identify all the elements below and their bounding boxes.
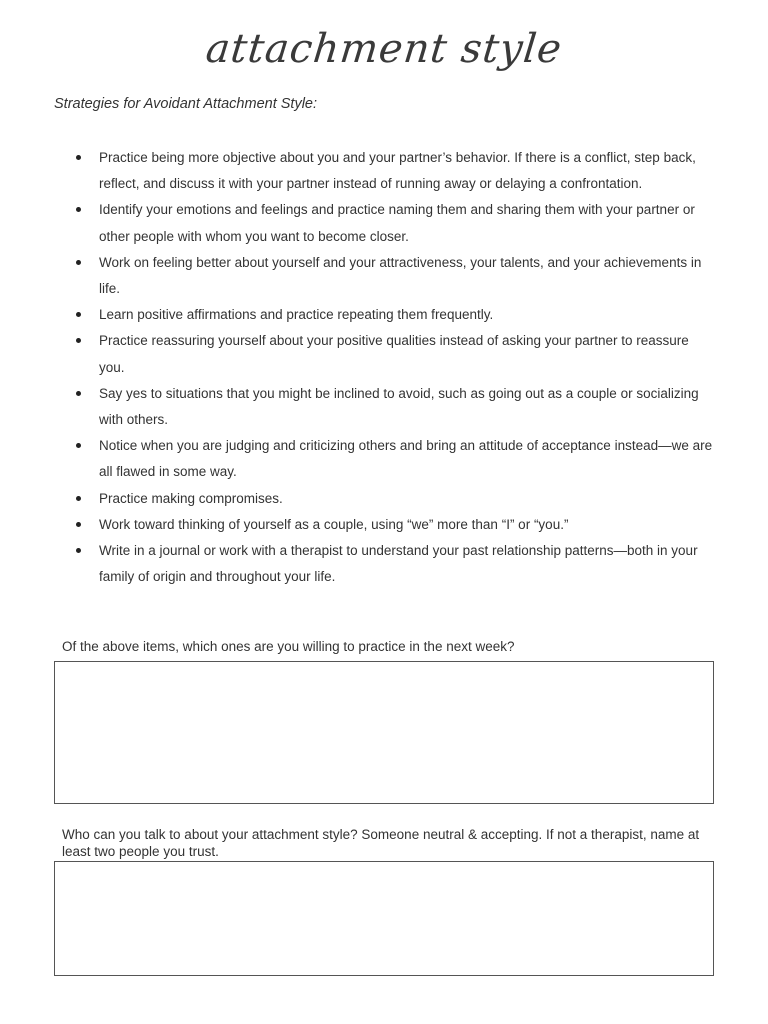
bullet-icon xyxy=(76,443,81,448)
strategy-text: Identify your emotions and feelings and practice naming them and sharing them with your partner or other people with whom you want to become closer. xyxy=(99,202,695,244)
bullet-icon xyxy=(76,391,81,396)
strategy-text: Learn positive affirmations and practice repeating them frequently. xyxy=(99,307,494,323)
strategy-item xyxy=(76,486,716,512)
strategy-item xyxy=(76,512,716,538)
bullet-icon xyxy=(76,312,81,317)
answer-box-people[interactable] xyxy=(54,861,714,976)
strategy-text: Work toward thinking of yourself as a couple, using “we” more than “I” or “you.” xyxy=(99,516,569,532)
page-title: attachment style xyxy=(203,26,565,72)
strategy-item xyxy=(76,302,716,328)
bullet-icon xyxy=(76,155,81,160)
strategy-item xyxy=(76,538,716,590)
answer-box-practice[interactable] xyxy=(54,661,714,804)
bullet-icon xyxy=(76,496,81,501)
section-subtitle: Strategies for Avoidant Attachment Style: xyxy=(54,96,318,112)
strategy-text: Practice reassuring yourself about your positive qualities instead of asking your partner to reassure you. xyxy=(99,333,689,375)
question-practice-next-week: Of the above items, which ones are you willing to practice in the next week? xyxy=(62,639,515,654)
bullet-icon xyxy=(76,260,81,265)
strategy-text: Practice being more objective about you and your partner’s behavior. If there is a conflict, step back, reflect, and discuss it with your partner instead of running away or delaying a confrontation. xyxy=(99,150,696,192)
strategy-item xyxy=(76,145,716,197)
bullet-icon xyxy=(76,338,81,343)
strategy-item xyxy=(76,328,716,380)
strategy-list xyxy=(76,145,716,590)
strategy-item xyxy=(76,197,716,249)
strategy-text: Practice making compromises. xyxy=(99,490,283,506)
strategy-text: Work on feeling better about yourself and your attractiveness, your talents, and your achievements in life. xyxy=(99,254,702,297)
bullet-icon xyxy=(76,207,81,212)
bullet-icon xyxy=(76,548,81,553)
bullet-icon xyxy=(76,522,81,527)
strategy-text: Write in a journal or work with a therapist to understand your past relationship patterns—both in your family of origin and throughout your life. xyxy=(99,543,698,585)
strategy-text: Say yes to situations that you might be inclined to avoid, such as going out as a couple or socializing with others. xyxy=(99,385,699,428)
strategy-text: Notice when you are judging and criticizing others and bring an attitude of acceptance instead—we are all flawed in some way. xyxy=(99,438,713,480)
strategy-item xyxy=(76,250,716,302)
strategy-item xyxy=(76,381,716,433)
question-who-to-talk-to: Who can you talk to about your attachment style? Someone neutral & accepting. If not a therapist, name at least two people you trust. xyxy=(62,827,700,859)
strategy-item xyxy=(76,433,716,485)
